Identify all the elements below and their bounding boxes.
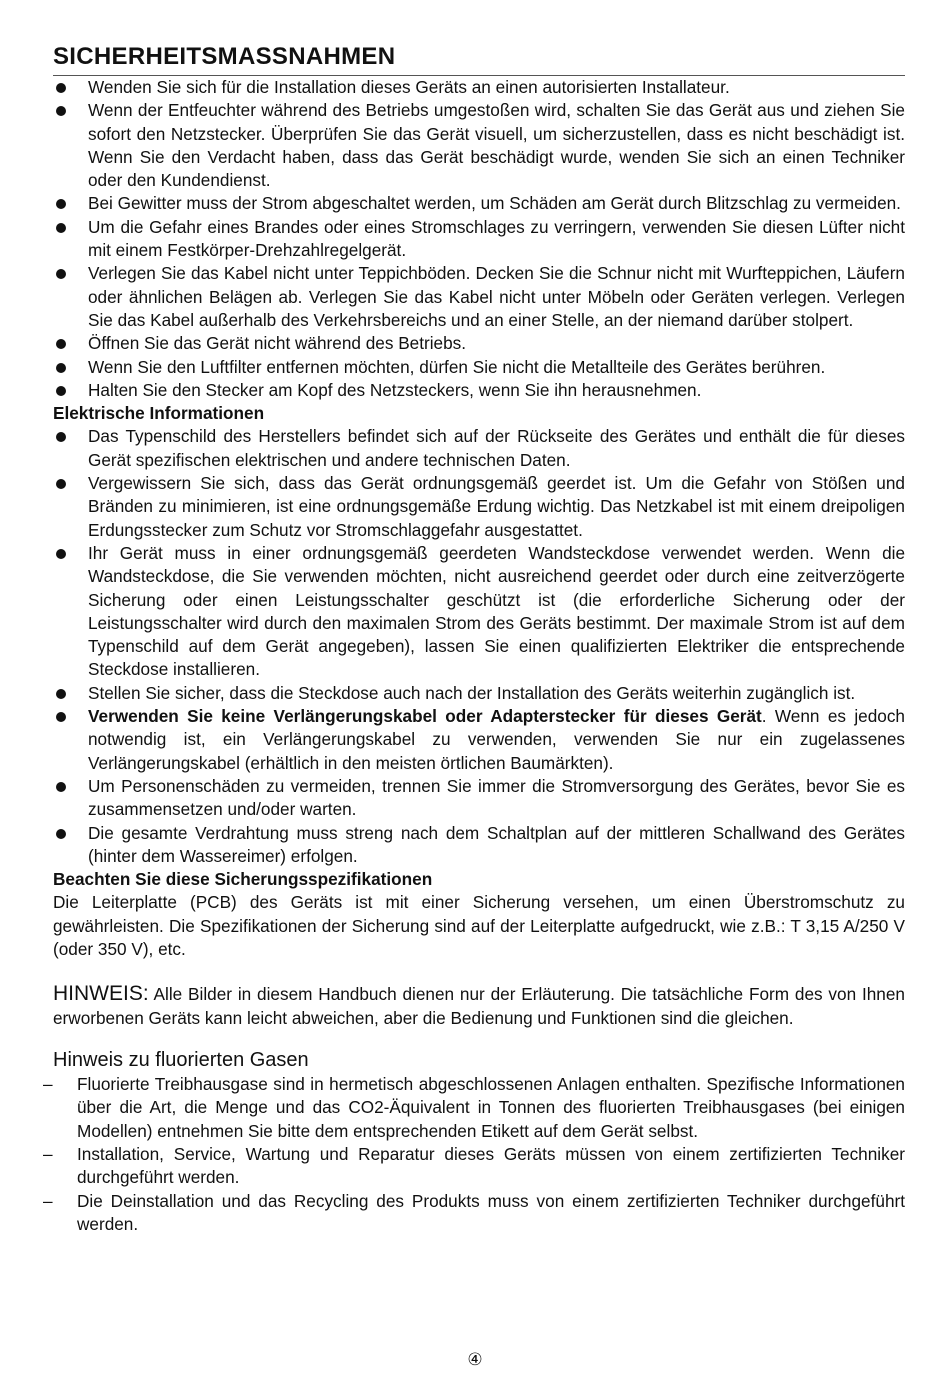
bullet-icon	[56, 432, 66, 442]
bullet-icon	[56, 106, 66, 116]
gases-list	[43, 1073, 905, 1236]
bullet-icon	[56, 689, 66, 699]
document-page	[43, 40, 905, 1236]
dash-marker: –	[43, 1190, 53, 1211]
list-item: Wenn der Entfeuchter während des Betriebs umgestoßen wird, schalten Sie das Gerät aus und ziehen Sie sofort den Netzstecker. Überprüfen Sie das Gerät visuell, um sicherzustellen, dass es nicht beschädigt ist. Wenn Sie den Verdacht haben, dass das Gerät beschädigt wurde, wenden Sie sich an einen Techniker oder den Kundendienst.	[53, 99, 905, 192]
list-item: Ihr Gerät muss in einer ordnungsgemäß geerdeten Wandsteckdose verwendet werden. Wenn die Wandsteckdose, die Sie verwenden möchten, nicht ausreichend geerdet oder durch eine zeitverzögerte Sicherung oder einen Leistungsschalter geschützt ist (die erforderliche Sicherung oder der Leistungsschalter wird durch den maximalen Strom des Geräts bestimmt. Der maximale Strom ist auf dem Typenschild auf dem Gerät angegeben), lassen Sie einen qualifizierten Elektriker die entsprechende Steckdose installieren.	[53, 542, 905, 682]
list-item: Die gesamte Verdrahtung muss streng nach dem Schaltplan auf der mittleren Schallwand des Gerätes (hinter dem Wassereimer) erfolgen.	[53, 822, 905, 869]
list-item: Wenn Sie den Luftfilter entfernen möchten, dürfen Sie nicht die Metallteile des Gerätes berühren.	[53, 356, 905, 379]
dash-marker: –	[43, 1074, 53, 1095]
bullet-icon	[56, 479, 66, 489]
page-number: ④	[467, 1350, 483, 1370]
list-item: Das Typenschild des Herstellers befindet sich auf der Rückseite des Gerätes und enthält die für dieses Gerät spezifischen elektrischen und andere technischen Daten.	[53, 425, 905, 472]
electrical-list	[53, 425, 905, 868]
bullet-icon	[56, 712, 66, 722]
list-item: – Die Deinstallation und das Recycling des Produkts muss von einem zertifizierten Techniker durchgeführt werden.	[43, 1190, 905, 1234]
list-item: – Installation, Service, Wartung und Reparatur dieses Geräts müssen von einem zertifizierten Techniker durchgeführt werden.	[43, 1143, 905, 1188]
list-item: Halten Sie den Stecker am Kopf des Netzsteckers, wenn Sie ihn herausnehmen.	[53, 379, 905, 402]
note-label: HINWEIS:	[53, 982, 149, 1006]
list-item: Wenden Sie sich für die Installation dieses Geräts an einen autorisierten Installateur.	[53, 76, 905, 99]
list-item: Vergewissern Sie sich, dass das Gerät ordnungsgemäß geerdet ist. Um die Gefahr von Stößen und Bränden zu minimieren, ist eine ordnungsgemäße Erdung wichtig. Das Netzkabel ist mit einem dreipoligen Erdungsstecker zum Schutz vor Stromschlaggefahr ausgestattet.	[53, 472, 905, 542]
list-item: Verwenden Sie keine Verlängerungskabel oder Adapterstecker für dieses Gerät. Wenn es jedoch notwendig ist, ein Verlängerungskabel zu verwenden, verwenden Sie nur ein zugelassenes Verlängerungskabel (erhältlich in den meisten örtlichen Baumärkten).	[53, 705, 905, 775]
bullet-icon	[56, 223, 66, 233]
list-item: Um Personenschäden zu vermeiden, trennen Sie immer die Stromversorgung des Gerätes, bevor Sie es zusammensetzen und/oder warten.	[53, 775, 905, 822]
safety-list	[53, 76, 905, 402]
list-item: – Fluorierte Treibhausgase sind in hermetisch abgeschlossenen Anlagen enthalten. Spezifische Informationen über die Art, die Menge und das CO2-Äquivalent in Tonnen des fluorierten Treibhausgases (bei einigen Modellen) entnehmen Sie bitte dem entsprechenden Etikett auf dem Gerät selbst.	[43, 1074, 905, 1141]
bullet-icon	[56, 782, 66, 792]
bullet-icon	[56, 549, 66, 559]
list-item: Stellen Sie sicher, dass die Steckdose auch nach der Installation des Geräts weiterhin zugänglich ist.	[53, 682, 905, 705]
page-title: SICHERHEITSMASSNAHMEN	[53, 40, 905, 76]
extension-warning: Verwenden Sie keine Verlängerungskabel oder Adapterstecker für dieses Gerät	[88, 706, 762, 727]
note-paragraph	[53, 982, 905, 1030]
bullet-icon	[56, 386, 66, 396]
list-item: Um die Gefahr eines Brandes oder eines Stromschlages zu verringern, verwenden Sie diesen Lüfter nicht mit einem Festkörper-Drehzahlregelgerät.	[53, 216, 905, 263]
fuse-heading: Beachten Sie diese Sicherungsspezifikationen	[53, 869, 433, 890]
list-item: Bei Gewitter muss der Strom abgeschaltet werden, um Schäden am Gerät durch Blitzschlag zu vermeiden.	[53, 192, 905, 215]
bullet-icon	[56, 269, 66, 279]
list-item: Verlegen Sie das Kabel nicht unter Teppichböden. Decken Sie die Schnur nicht mit Wurfteppichen, Läufern oder ähnlichen Belägen ab. Verlegen Sie das Kabel nicht unter Möbeln oder Geräten verlegen. Verlegen Sie das Kabel außerhalb des Verkehrsbereichs und an einer Stelle, an der niemand darüber stolpert.	[53, 262, 905, 332]
dash-marker: –	[43, 1143, 53, 1164]
gases-heading: Hinweis zu fluorierten Gasen	[53, 1049, 309, 1072]
bullet-icon	[56, 363, 66, 373]
bullet-icon	[56, 199, 66, 209]
bullet-icon	[56, 83, 66, 93]
list-item: Öffnen Sie das Gerät nicht während des Betriebs.	[53, 332, 905, 355]
bullet-icon	[56, 339, 66, 349]
electrical-heading: Elektrische Informationen	[53, 403, 265, 424]
note-text: Alle Bilder in diesem Handbuch dienen nur der Erläuterung. Die tatsächliche Form des von Ihnen erworbenen Geräts kann leicht abweichen, aber die Bedienung und Funktionen sind die gleichen.	[53, 984, 905, 1028]
fuse-text: Die Leiterplatte (PCB) des Geräts ist mit einer Sicherung versehen, um einen Überstromschutz zu gewährleisten. Die Spezifikationen der Sicherung sind auf der Leiterplatte aufgedruckt, wie z.B.: T 3,15 A/250 V (oder 350 V), etc.	[53, 892, 905, 959]
bullet-icon	[56, 829, 66, 839]
